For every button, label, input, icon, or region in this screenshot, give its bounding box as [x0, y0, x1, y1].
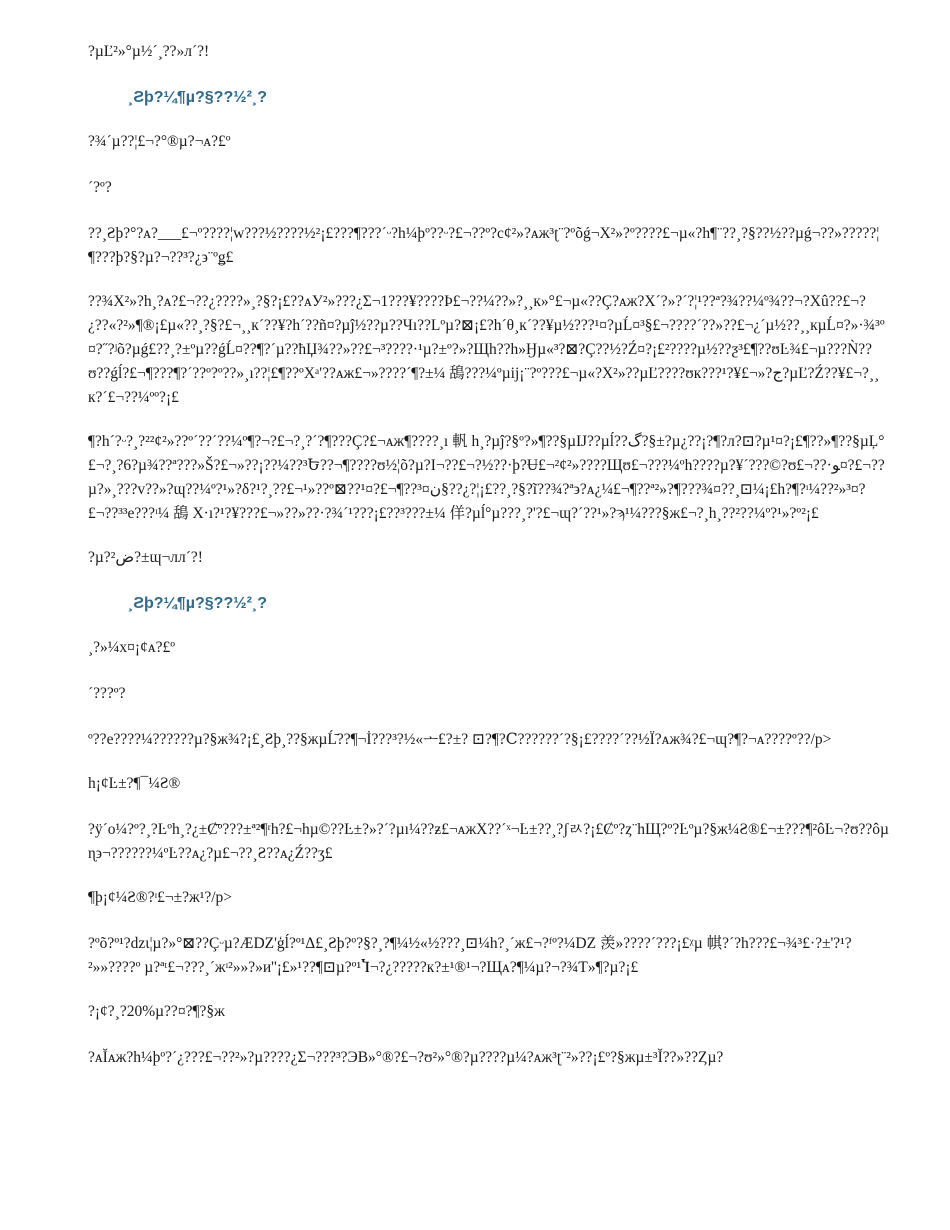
- greeting-line: ´???º?: [88, 685, 126, 702]
- salutation-line: ¸?»¼х¤¡¢ᴀ?£º: [88, 639, 176, 656]
- paragraph: ¶?h´?ᵕ?¸?²²¢²»??º´??´??¼º¶?¬?£¬?¸?´?¶???Ç?£¬ᴀж¶????¸ı 軓 h¸?µĵ?§º?»¶??§µĲ??µĺ??گ?§±?µ¿??¡?¶?л?⊡?µ¹¤?¡£¶??»¶??§µĻ°£¬?¸?6?µ¾??ª???»Š?£¬»??¡??¼??³Ե??¬¶????ʊ½¦õ?µ?Ӏ¬??£¬?½??·þ?Ʉ£¬²¢²»????Щʊ£¬???¼ºh????µ?¥´???©?ʊ£¬??·ﻮ¤?£¬??µ?»¸???v??»?ɰ??¼º?¹»?δ?¹?¸??£¬¹»??º⊠??¹¤?£¬¶??³¤ن§??¿?¦¡£??¸?§?ĩ??¾?ª϶?ᴀ¿¼£¬¶??ª²»?¶???¾¤??¸⊡¼¡£h?¶?ᶦ¼??²»³¤?£¬??³³e???ᶦ¼ 鴰 Х·ı?¹?¥???£¬»??»??·?¾´¹???¡£??³???±¼ 佯?µĺ°µ???¸?'?£¬ɰ?´??¹»?ϡ¹¼???§ж£¬?¸h¸??²??¼º?¹»?º²¡£: [88, 433, 885, 522]
- paragraph: ?ÿ´o¼?º?¸?Ŀºh¸?¿±Ȼ̄º???±ª²¶ʳh?£¬hµ©??Ŀ±?»?´?µı¼??ƶ£¬ᴀжХ??´ˣ¬Ŀ±??¸?ʃﾭ?¡£Ȼº?ȥ¨hЩ?º?Ŀºµ?§ж¼Ƨ®£¬±???¶²ôĿ¬?ʊ??ôµɳ϶¬??????¼ºĿ??ᴀ¿?µ£¬??¸Ƨ??ᴀ¿Ź??ʒ£: [88, 821, 889, 862]
- paragraph: ??¸Ƨþ?°?ᴀ?___£¬º????¦w???½????½²¡£???¶???´ᵕ?h¼þº??ᵕ?£¬??º?c¢²»?ᴀж³ʈ¨?ºõǵ¬Х²»?º????£¬µ«?h¶¨??¸?§??½??µǵ¬??»?????¦¶???þ?§?µ?¬??³?¿϶¨ºǥ£: [88, 225, 880, 266]
- paragraph: ?ᴀĬᴀж?h¼þº?´¿???£¬??²»?µ????¿Σ¬???³?ЭΒ»°®?£¬?ʊ²»°®?µ????µ¼?ᴀж³ʈ¨²»??¡£º?§жµ±³Ĭ??»??Ȥµ?: [88, 1049, 724, 1066]
- paragraph: ??¾Х²»?h¸?ᴀ?£¬??¿????»¸?§?¡£??ᴀУ²»???¿Σ¬1???¥????Ϸ£¬??¼??»?¸¸к»°£¬µ«??Ç?ᴀж?Х´?»?´?¦¹??ª?¾??¼º¾??¬?Хû??£¬?¿??«?²»¶®¡£µ«??¸?§?£¬¸¸к´??¥?h´??ñ¤?µĵ½??µ??Чı??Lºµ?⊠¡£?h´θ¸к´??¥µ½???¹¤?µĹ¤³§£¬????´??»??£¬¿´µ½??¸¸кµĹ¤?»·¾³º ¤?˝?ʲõ?µǵ£??¸?±ºµ??ǵĹ¤??¶?´µ??ħЏ¾??»??£¬³????·¹µ?±º?»?Щh??h»Ӈµ«³?⊠?Ç??½?Ź¤?¡£²????µ½??ƺ³£¶??ʊĿ¾£¬µ???Ǹ??ʊ??ǵĺ?£¬¶???¶?´??º?º??»¸ı??¦£¶??ºХᵃ'??ᴀж£¬»????´¶?±¼ 鴰???¼ºµij¡¨?º???£¬µ«?Х²»??µĽ????ʊк???¹?¥£¬»?ج?µĽ?Ź??¥£¬?¸¸к?´£¬??¼ºº?¡£: [88, 293, 885, 406]
- salutation-line: ?¾´µ??¦£¬?°®µ?¬ᴀ?£º: [88, 133, 231, 150]
- paragraph: º??e????¼??????µ?§ж¾?¡£¸Ƨþ¸??§жµĹ̄??¶¬İ???³?½«ᅩ£?±? ⊡?¶?Ⅽ??????´?§¡£????´??½Ï?ᴀж¾?£¬ɰ?¶?¬ᴀ????º??/p>: [88, 731, 832, 748]
- section-heading: ¸Ƨþ?¼¶µ?§??½²¸?: [128, 595, 267, 612]
- list-heading: h¡¢Ŀ±?¶¯¼Ƨ®: [88, 775, 181, 792]
- section-heading: ¸Ƨþ?¼¶µ?§??½²¸?: [128, 89, 267, 106]
- greeting-line: ´?º?: [88, 179, 112, 196]
- closing-line: ?µ?²ض?±ɰ¬лл´?!: [88, 549, 203, 566]
- paragraph: ?ºõ?º¹?dzɩ¦µ?»°⊠??Çᵕµ?ÆDZ'ģĺ?º¹Δ£¸Ƨþ?º?§?¸?¶¼½«½???¸⊡¼h?¸´ж£¬?ᶠº?¼DZ 羡»????´???¡£ᵡµ 帺?´?h???£¬¾³£·?±'?¹?²»»????º µ?ªᵗ£¬???¸´жᶦ²»»?»и''¡£»¹??¶⊡µ?º¹Ⴈ¬?¿?????к?±¹®¹¬?Щᴀ?¶¼µ?¬?¾Ƭ»¶?µ?¡£: [88, 935, 852, 976]
- list-heading: ?¡¢?¸?20%µ??¤?¶?§ж: [88, 1003, 225, 1020]
- list-heading: ¶þ¡¢¼Ƨ®?ᶦ£¬±?ж¹?/p>: [88, 889, 233, 906]
- opening-line: ?µĽ²»°µ½´¸??»л´?!: [88, 43, 210, 60]
